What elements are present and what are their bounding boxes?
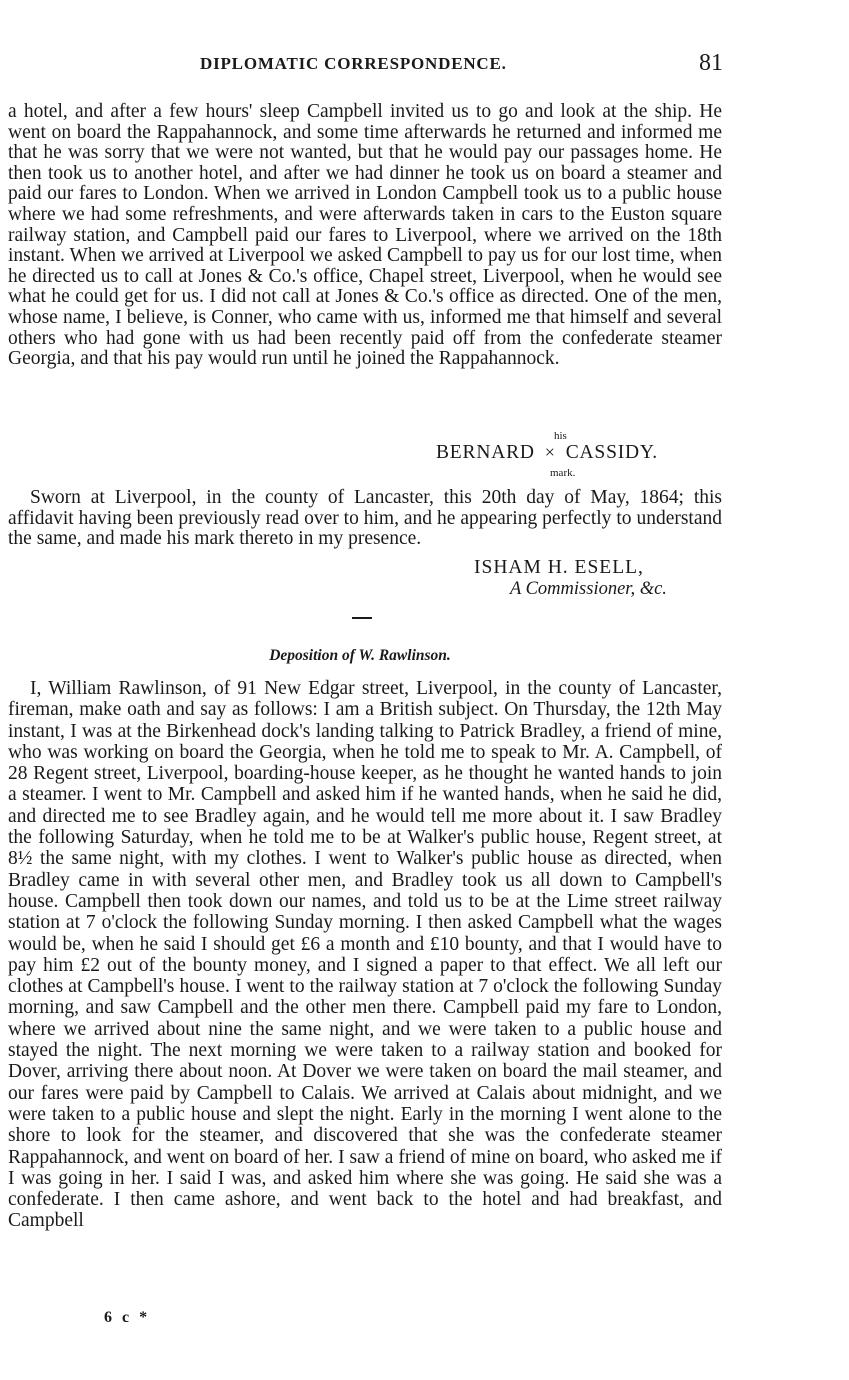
paragraph-rawlinson-deposition: I, William Rawlinson, of 91 New Edgar street, Liverpool, in the county of Lancaster, fireman, make oath and say as follows: I am a British subject. On Thursday, the 12th May instant, I was at the Birkenhead dock's landing talking to Patrick Bradley, a friend of mine, who was working on board the Georgia, when he told me to speak to Mr. A. Campbell, of 28 Regent street, Liverpool, boarding-house keeper, as he thought he wanted hands to join a steamer. I went to Mr. Campbell and asked him if he wanted hands, when he said he did, and directed me to see Bradley again, and he would tell me more about it. I saw Bradley the following Saturday, when he told me to be at Walker's public house, Regent street, at 8½ the same night, with my clothes. I went to Walker's public house as directed, when Bradley came in with several other men, and Bradley took us all down to Campbell's house. Campbell then took down our names, and told us to be at the Lime street railway station at 7 o'clock the following Sunday morning. I then asked Campbell what the wages would be, when he said I should get £6 a month and £10 bounty, and that I would have to pay him £2 out of the bounty money, and I signed a paper to that effect. We all left our clothes at Campbell's house. I went to the railway station at 7 o'clock the following Sunday morning, and saw Campbell and the other men there. Campbell paid my fare to London, where we arrived about nine the same night, and we were taken to a public house and stayed the night. The next morning we were taken to a railway station and booked for Dover, arriving there about noon. At Dover we were taken on board the mail steamer, and our fares were paid by Campbell to Calais. We arrived at Calais about midnight, and we were taken to a public house and slept the night. Early in the morning I went alone to the shore to look for the steamer, and discovered that she was the confederate steamer Rappahannock, and went on board of her. I saw a friend of mine on board, who asked me if I was going in her. I said I was, and asked him where she was going. He said she was a confederate. I then came ashore, and went back to the hotel and had breakfast, and Campbell <box>8 678 722 1232</box>
signature-mark-label: mark. <box>550 467 576 479</box>
printer-signature-mark: 6 c * <box>104 1309 151 1326</box>
commissioner-name: ISHAM H. ESELL, <box>474 557 644 578</box>
commissioner-title: A Commissioner, &c. <box>510 579 667 599</box>
signature-first-name: BERNARD <box>436 442 535 463</box>
section-heading: Deposition of W. Rawlinson. <box>269 647 451 664</box>
paragraph-sworn-statement: Sworn at Liverpool, in the county of Lancaster, this 20th day of May, 1864; this affidavit having been previously read over to him, and he appearing perfectly to understand the same, and made his mark thereto in my presence. <box>8 487 722 550</box>
section-divider <box>352 617 372 619</box>
paragraph-cassidy-affidavit: a hotel, and after a few hours' sleep Campbell invited us to go and look at the ship. He went on board the Rappahannock, and some time afterwards he returned and informed me that he was sorry that we were not wanted, but that he would pay our passages home. He then took us to another hotel, and after we had dinner he took us on board a steamer and paid our fares to London. When we arrived in London Campbell took us to a public house where we had some refreshments, and were afterwards taken in cars to the Euston square railway station, and Campbell paid our fares to Liverpool, where we arrived on the 18th instant. When we arrived at Liverpool we asked Campbell to pay us for our lost time, when he directed us to call at Jones & Co.'s office, Chapel street, Liverpool, when he would see what he could get for us. I did not call at Jones & Co.'s office as directed. One of the men, whose name, I believe, is Conner, who came with us, informed me that himself and several others who had gone with us had been recently paid off from the confederate steamer Georgia, and that his pay would run until he joined the Rappahannock. <box>8 101 722 370</box>
running-head <box>0 52 849 82</box>
running-title: DIPLOMATIC CORRESPONDENCE. <box>200 54 507 73</box>
signature-last-name: CASSIDY. <box>565 442 658 463</box>
signature-his: his <box>554 430 567 442</box>
cassidy-signature <box>436 430 706 480</box>
page-number: 81 <box>699 50 723 76</box>
signature-line <box>436 442 658 464</box>
signature-mark-symbol: × <box>544 442 556 462</box>
